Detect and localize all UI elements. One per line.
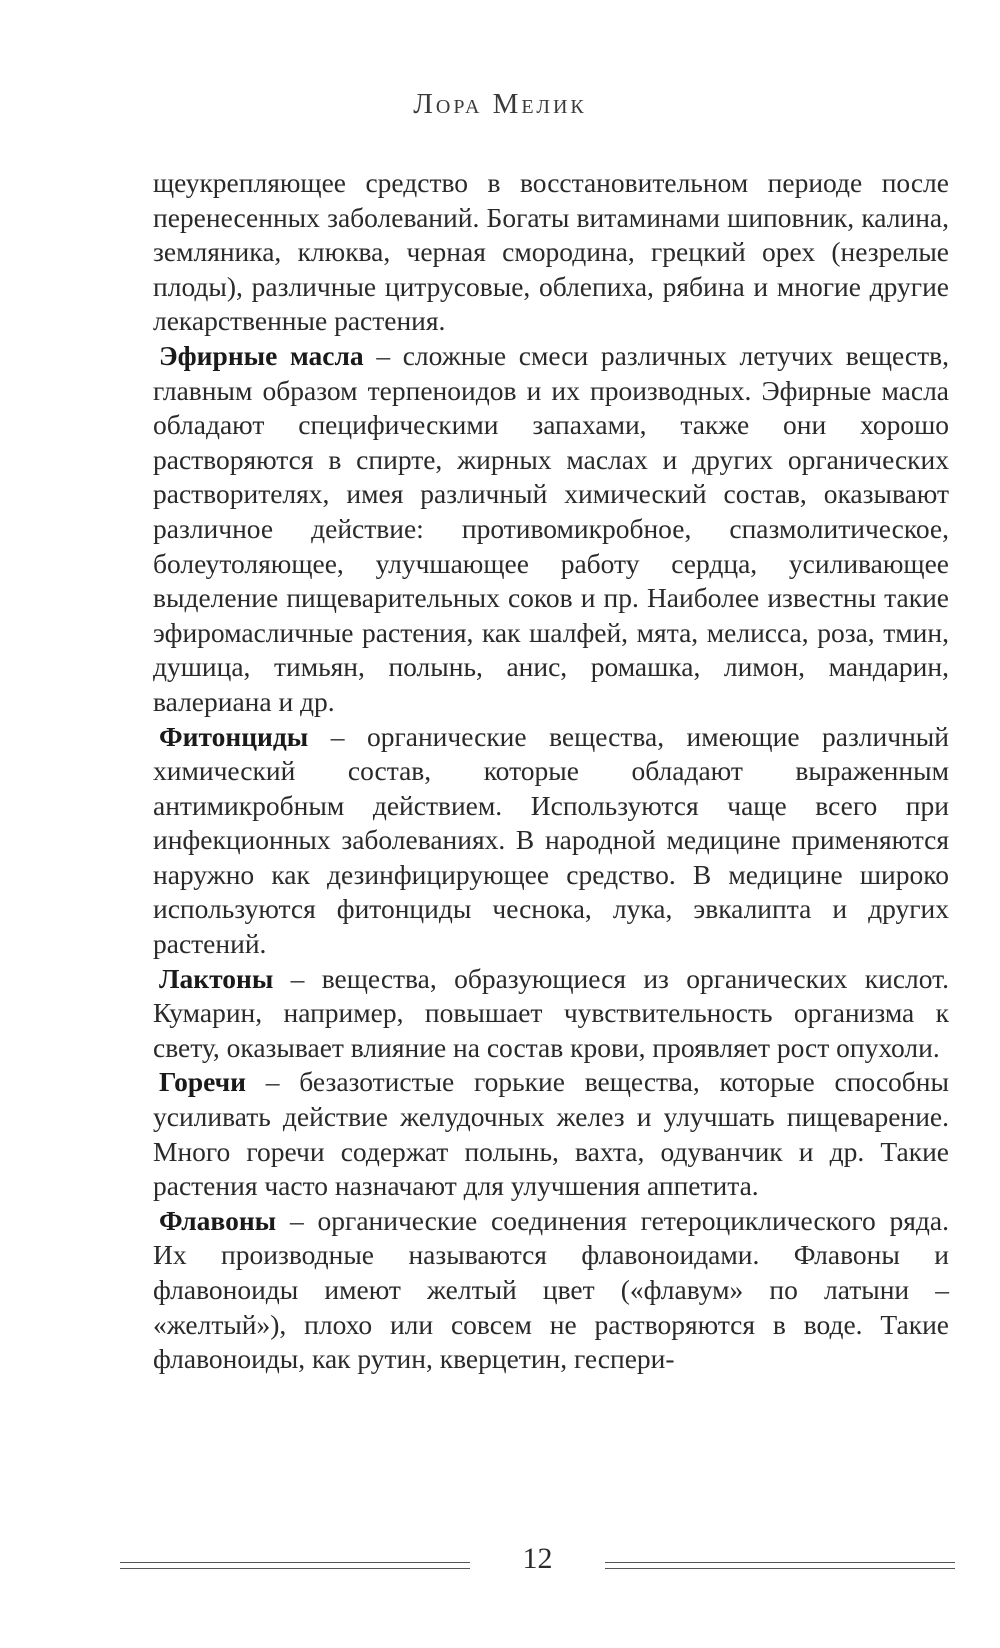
term-bitters: Горечи: [159, 1066, 246, 1098]
term-lactones: Лактоны: [159, 962, 274, 994]
paragraph-phytoncides: [153, 720, 949, 962]
paragraph-lactones: [153, 962, 949, 1066]
page-number: 12: [522, 1542, 553, 1575]
term-phytoncides: Фитонциды: [159, 720, 309, 752]
term-essential-oils: Эфирные масла: [159, 339, 364, 371]
definition-bitters: – безазотистые горькие вещества, которые способны усиливать действие желудочных желез и улучшать пищеварение. Много горечи содержат полынь, вахта, одуванчик и др. Такие растения часто назначают для улучшения аппетита.: [153, 1066, 949, 1202]
term-flavones: Флавоны: [159, 1204, 277, 1236]
definition-lactones: – вещества, образующиеся из органических кислот. Кумарин, например, повышает чувствительность организма к свету, оказывает влияние на состав крови, проявляет рост опухоли.: [153, 962, 949, 1063]
paragraph-bitters: [153, 1065, 949, 1203]
paragraph-flavones: [153, 1204, 949, 1377]
definition-essential-oils: – сложные смеси различных летучих веществ, главным образом терпеноидов и их производных. Эфирные масла обладают специфическими запахами, также они хорошо растворяются в спирте, жирных маслах и других органических растворителях, имея различный химический состав, оказывают различное действие: противомикробное, спазмолитическое, болеутоляющее, улучшающее работу сердца, усиливающее выделение пищеварительных соков и пр. Наиболее известны такие эфиромасличные растения, как шалфей, мята, мелисса, роза, тмин, душица, тимьян, полынь, анис, ромашка, лимон, мандарин, валериана и др.: [153, 339, 949, 717]
definition-flavones: – органические соединения гетероциклического ряда. Их производные называются флавоноидами. Флавоны и флавоноиды имеют желтый цвет («флавум» по латыни – «желтый»), плохо или совсем не растворяются в воде. Такие флавоноиды, как рутин, кверцетин, геспери-: [153, 1204, 949, 1375]
paragraph-essential-oils: [153, 339, 949, 720]
running-header: Лора Мелик: [413, 88, 587, 120]
definition-phytoncides: – органические вещества, имеющие различный химический состав, которые обладают выраженным антимикробным действием. Используются чаще всего при инфекционных заболеваниях. В народной медицине применяются наружно как дезинфицирующее средство. В медицине широко используются фитонциды чеснока, лука, эвкалипта и других растений.: [153, 720, 949, 960]
page-footer: [0, 1542, 1000, 1582]
footer-rule-left: [120, 1562, 470, 1569]
footer-rule-right: [605, 1562, 955, 1569]
body-text: [153, 166, 949, 1377]
intro-paragraph: щеукрепляющее средство в восстановительном периоде после перенесенных заболеваний. Богаты витаминами шиповник, калина, земляника, клюква, черная смородина, грецкий орех (незрелые плоды), различные цитрусовые, облепиха, рябина и многие другие лекарственные растения.: [153, 167, 949, 337]
